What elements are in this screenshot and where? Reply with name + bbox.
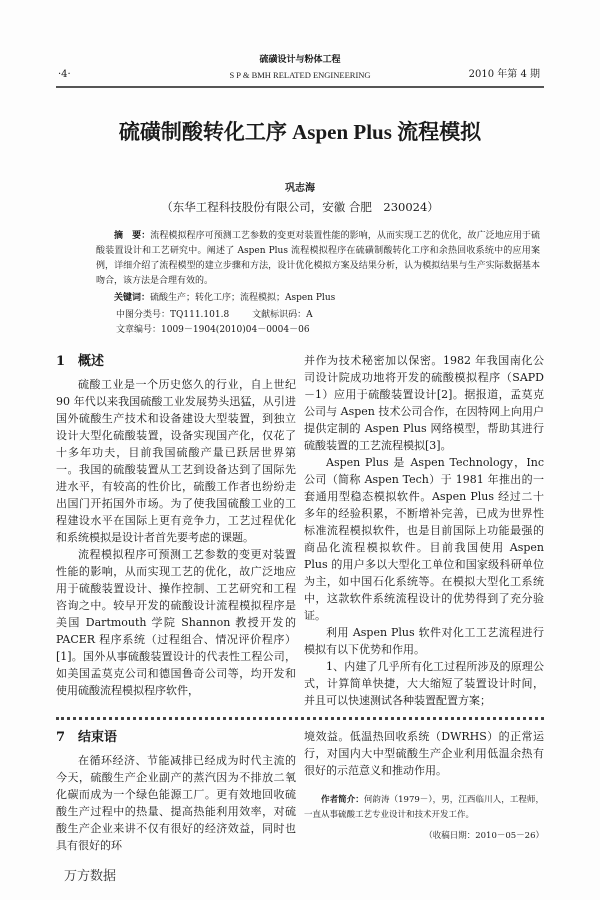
abstract bbox=[96, 229, 540, 289]
classification-line bbox=[96, 308, 540, 338]
paragraph: 流程模拟程序可预测工艺参数的变更对装置性能的影响，从而实现工艺的优化，故广泛地应用于硫酸装置设计、操作控制、工艺研究和工程咨询之中。较早开发的硫酸设计流程模拟程序是美国 Dartmouth 学院 Shannon 教授开发的 PACER 程序系统（过程组合、情况评价程序）[1]。国外从事硫酸装置设计的代表性工程公司，如美国孟莫克公司和德国鲁奇公司等，均开发和使用硫酸流程模拟程序软件， bbox=[56, 548, 296, 697]
section1-left-column bbox=[56, 352, 296, 709]
section1-heading: 1 概述 bbox=[56, 354, 105, 369]
bio-label: 作者简介： bbox=[321, 795, 364, 805]
header-row bbox=[56, 67, 544, 83]
paragraph: 利用 Aspen Plus 软件对化工工艺流程进行模拟有以下优势和作用。 bbox=[304, 626, 544, 656]
author: 巩志海 bbox=[285, 183, 315, 194]
watermark: 万方数据 bbox=[64, 869, 117, 884]
clc-number: 中图分类号：TQ111.101.8 bbox=[116, 310, 230, 320]
section7-columns bbox=[56, 728, 544, 854]
header-rule bbox=[56, 86, 544, 88]
page-number: ·4· bbox=[58, 69, 71, 80]
paragraph: 1、内建了几乎所有化工过程所涉及的原理公式，计算简单快捷，大大缩短了装置设计时间，并且可以快速测试各种装置配置方案； bbox=[304, 660, 544, 707]
document-code: 文献标识码：A bbox=[252, 310, 313, 320]
received-date: （收稿日期：2010－05－26） bbox=[424, 831, 544, 841]
running-header bbox=[56, 54, 544, 84]
paragraph: 硫酸工业是一个历史悠久的行业，自上世纪 90 年代以来我国硫酸工业发展势头迅猛，从引进国外硫酸生产技术和设备建设大型装置，到独立设计大型化硫酸装置，设备实现国产化，仅花了十多年功夫，目前我国硫酸产量已跃居世界第一。我国的硫酸装置从工艺到设备达到了国际先进水平，有较高的性价比，硫酸工作者也纷纷走出国门开拓国外市场。为了使我国硫酸工业的工程建设水平在国际上更有竞争力，工艺过程优化和系统模拟是设计者首先要考虑的课题。 bbox=[56, 378, 296, 544]
author-bio bbox=[304, 793, 544, 823]
section7-left-column bbox=[56, 728, 296, 854]
paragraph: 并作为技术秘密加以保密。1982 年我国南化公司设计院成功地将开发的硫酸模拟程序（SAPD－1）应用于硫酸装置设计[2]。据报道，孟莫克公司与 Aspen 技术公司合作，在因特网上向用户提供定制的 Aspen Plus 网络模型，帮助其进行硫酸装置的工艺流程模拟[3]。 bbox=[304, 354, 544, 452]
keywords bbox=[96, 291, 540, 306]
section1-right-column bbox=[304, 352, 544, 709]
paragraph: 境效益。低温热回收系统（DWRHS）的正常运行，对国内大中型硫酸生产企业利用低温余热有很好的示范意义和推动作用。 bbox=[304, 730, 544, 777]
front-matter bbox=[96, 229, 540, 338]
journal-name-en: S P & BMH RELATED ENGINEERING bbox=[229, 70, 371, 80]
issue-label: 2010 年第 4 期 bbox=[468, 69, 540, 80]
bio-text: 何韵涛（1979－），男，江西临川人，工程师，一直从事硫酸工艺专业设计和技术开发工作。 bbox=[304, 795, 544, 820]
section7-right-column bbox=[304, 728, 544, 854]
journal-name-cn: 硫磺设计与粉体工程 bbox=[259, 55, 341, 65]
paper-title: 硫磺制酸转化工序 Aspen Plus 流程模拟 bbox=[118, 120, 482, 144]
abstract-label: 摘 要： bbox=[114, 231, 151, 241]
section7-heading: 7 结束语 bbox=[56, 730, 118, 745]
section-separator bbox=[56, 717, 544, 720]
section1-columns bbox=[56, 352, 544, 709]
keywords-text: 硫酸生产；转化工序；流程模拟；Aspen Plus bbox=[150, 293, 336, 303]
affiliation: （东华工程科技股份有限公司，安徽 合肥 230024） bbox=[161, 200, 439, 214]
paragraph: Aspen Plus 是 Aspen Technology，Inc 公司（简称 Aspen Tech）于 1981 年推出的一套通用型稳态模拟软件。Aspen Plus 经过二十多年的经验积累，不断增补完善，已成为世界性标准流程模拟软件，也是目前国际上功能最强的商品化流程模拟软件。目前我国使用 Aspen Plus 的用户多以大型化工单位和国家级科研单位为主，如中国石化系统等。在模拟大型化工系统中，这款软件系统流程设计的优势得到了充分验证。 bbox=[304, 456, 544, 622]
paragraph: 在循环经济、节能减排已经成为时代主流的今天，硫酸生产企业副产的蒸汽因为不排放二氧化碳而成为一个绿色能源工厂。更有效地回收硫酸生产过程中的热量、提高热能利用效率，对硫酸生产企业来讲不仅有很好的经济效益，同时也具有很好的环 bbox=[56, 754, 296, 852]
abstract-text: 流程模拟程序可预测工艺参数的变更对装置性能的影响，从而实现工艺的优化，故广泛地应用于硫酸装置设计和工艺研究中。阐述了 Aspen Plus 流程模拟程序在硫磺制酸转化工序和余热回收系统中的应用案例，详细介绍了流程模型的建立步骤和方法，设计优化模拟方案及结果分析，认为模拟结果与生产实际数据基本吻合，该方法是合理有效的。 bbox=[96, 231, 540, 286]
article-number: 文章编号：1009－1904(2010)04－0004－06 bbox=[116, 325, 310, 335]
keywords-label: 关键词： bbox=[114, 293, 151, 303]
